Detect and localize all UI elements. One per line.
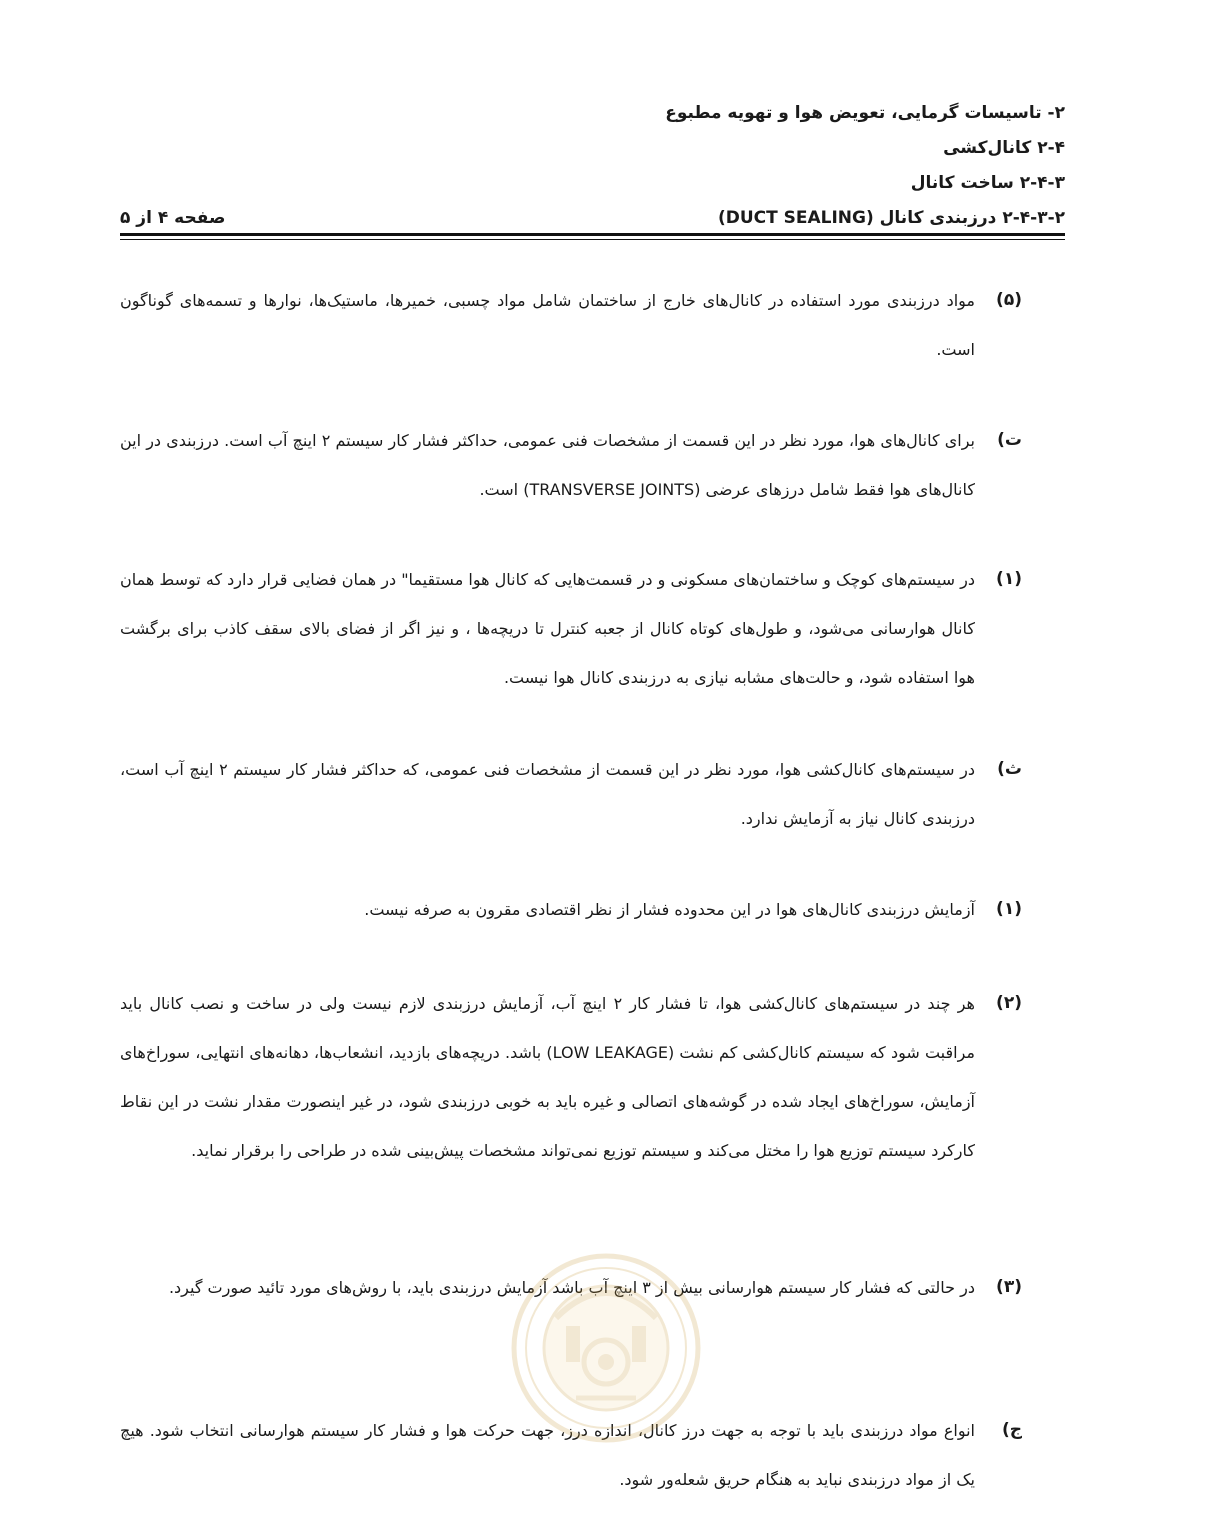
paragraph-text: در سیستم‌های کوچک و ساختمان‌های مسکونی و در قسمت‌هایی که کانال هوا مستقیما" در همان فضایی قرار دارد که توسط همان کانال هوارسانی می‌شود، و طول‌های کوتاه کانال از جعبه کنترل تا دریچه‌ها ، و نیز اگر از فضای بالای سقف کاذب برای برگشت هوا استفاده شود، و حالت‌های مشابه نیازی به درزبندی کانال هوا نیست. — [120, 570, 975, 687]
header-subsection-title: ۲-۴-۳ ساخت کانال — [910, 173, 1065, 193]
paragraph-text: در سیستم‌های کانال‌کشی هوا، مورد نظر در این قسمت از مشخصات فنی عمومی، که حداکثر فشار کار سیستم ۲ اینچ آب است، درزبندی کانال نیاز به آزمایش ندارد. — [120, 760, 976, 828]
paragraph-marker: (۳) — [996, 1277, 1022, 1297]
page-number: صفحه ۴ از ۵ — [120, 208, 226, 228]
paragraph-marker: (۱) — [996, 899, 1022, 919]
paragraph-item — [120, 276, 1022, 374]
header-rule-thick — [120, 233, 1065, 236]
paragraph-item — [120, 745, 1022, 843]
paragraph-text: هر چند در سیستم‌های کانال‌کشی هوا، تا فشار کار ۲ اینچ آب، آزمایش درزبندی لازم نیست ولی در ساخت و نصب کانال باید مراقبت شود که سیستم کانال‌کشی کم نشت (LOW LEAKAGE) باشد. دریچه‌های بازدید، انشعاب‌ها، دهانه‌های انتهایی، سوراخ‌های آزمایش، سوراخ‌های ایجاد شده در گوشه‌های اتصالی و غیره باید به خوبی درزبندی شود، در غیر اینصورت مقدار نشت در این نقاط کارکرد سیستم توزیع هوا را مختل می‌کند و سیستم توزیع نمی‌تواند مشخصات پیش‌بینی شده در طراحی را برقرار نماید. — [120, 994, 975, 1160]
paragraph-item — [120, 416, 1022, 514]
paragraph-marker: (۵) — [996, 290, 1022, 310]
paragraph-text: در حالتی که فشار کار سیستم هوارسانی بیش از ۳ اینچ آب باشد آزمایش درزبندی باید، با روش‌های مورد تائید صورت گیرد. — [168, 1278, 975, 1297]
paragraph-text: انواع مواد درزبندی باید با توجه به جهت درز کانال، اندازه درز، جهت حرکت هوا و فشار کار سیستم هوارسانی انتخاب شود. هیچ یک از مواد درزبندی نباید به هنگام حریق شعله‌ور شود. — [120, 1421, 975, 1489]
paragraph-marker: ت) — [997, 430, 1022, 450]
paragraph-item — [120, 979, 1022, 1175]
paragraph-text: برای کانال‌های هوا، مورد نظر در این قسمت از مشخصات فنی عمومی، حداکثر فشار کار سیستم ۲ اینچ آب است. درزبندی در این کانال‌های هوا فقط شامل درزهای عرضی (TRANSVERSE JOINTS) است. — [120, 431, 976, 499]
header-chapter-title: ۲- تاسیسات گرمایی، تعویض هوا و تهویه مطبوع — [665, 103, 1065, 123]
paragraph-item — [120, 555, 1022, 702]
paragraph-marker: (۲) — [996, 993, 1022, 1013]
header-topic-title: ۲-۴-۳-۲ درزبندی کانال (DUCT SEALING) — [717, 208, 1065, 228]
paragraph-text: مواد درزبندی مورد استفاده در کانال‌های خارج از ساختمان شامل مواد چسبی، خمیرها، ماستیک‌ها، نوارها و تسمه‌های گوناگون است. — [120, 291, 975, 359]
paragraph-marker: ث) — [997, 759, 1022, 779]
seal-watermark-icon — [506, 1248, 706, 1448]
paragraph-marker: ج) — [1001, 1420, 1022, 1440]
header-rule-thin — [120, 239, 1065, 240]
section-header — [120, 96, 1065, 236]
paragraph-text: آزمایش درزبندی کانال‌های هوا در این محدوده فشار از نظر اقتصادی مقرون به صرفه نیست. — [364, 900, 975, 919]
paragraph-item — [120, 885, 1022, 934]
paragraph-marker: (۱) — [996, 569, 1022, 589]
header-section-title: ۲-۴ کانال‌کشی — [943, 138, 1065, 158]
